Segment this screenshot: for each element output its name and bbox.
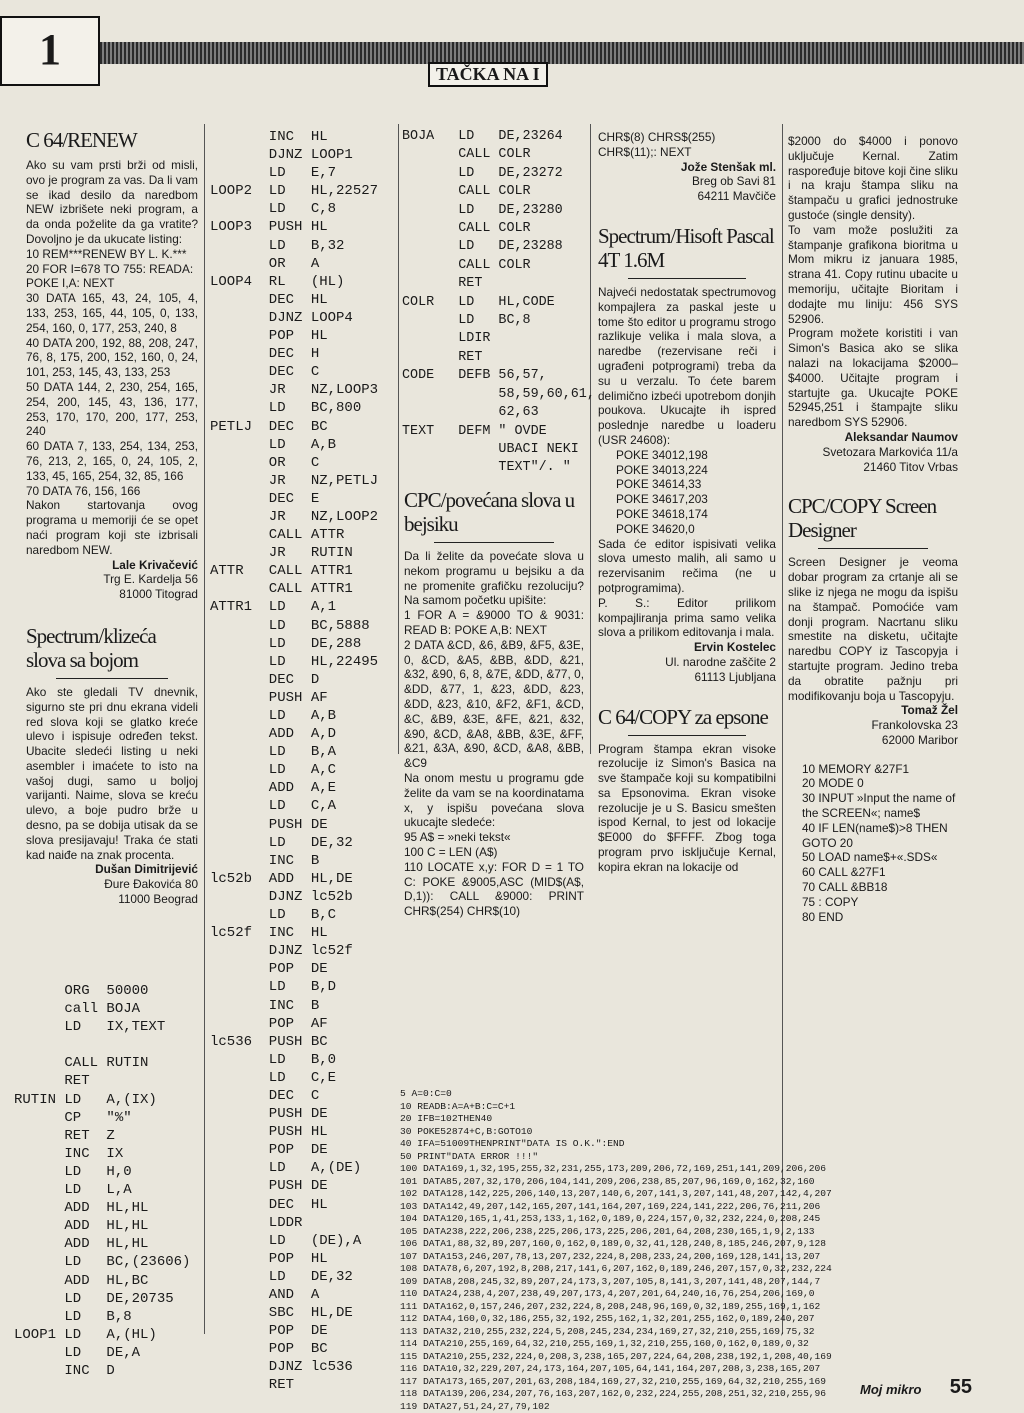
article-text: Ako su vam prsti brži od misli, ovo je program za vas. Da li vam se ikad desilo da naredbom NEW izbrišete neki program, a da onda poželite da ga vratite? Dovoljno je da ukucate listing: — [26, 158, 198, 246]
code-line: CHR$(8) CHRS$(255) — [598, 130, 716, 144]
article-title: C 64/COPY za epsone — [598, 704, 768, 729]
author-address: Ul. narodne zaščite 2 — [665, 654, 776, 669]
code-line: 20 FOR I=678 TO 755: READA: POKE I,A: NEXT — [26, 261, 194, 291]
code-line: 60 DATA 7, 133, 254, 134, 253, 76, 213, 2, 165, 0, 24, 105, 2, 133, 45, 165, 254, 32, 85, 166 — [26, 439, 198, 483]
code-line: 20 MODE 0 — [802, 776, 864, 791]
code-line: 50 DATA 144, 2, 230, 254, 165, 254, 200, 145, 43, 136, 177, 253, 170, 170, 200, 177, 253, 240 — [26, 379, 198, 439]
code-line: 40 IF LEN(name$)>8 THEN GOTO 20 — [802, 820, 948, 850]
code-line: 95 A$ = »neki tekst« — [404, 830, 511, 845]
code-line: 60 CALL &27F1 — [802, 865, 886, 880]
article-title: C 64/RENEW — [26, 128, 137, 152]
article-text: Ako ste gledali TV dnevnik, sigurno ste pri dnu ekrana videli red slova koji se glatko kreće ulevo i ispisuje određen tekst. Ubacite sledeći listing u neki asembler i imaćete to isto na vašoj dugi, samo u boljoj varijanti. Naime, slova se kreću ulevo, a boje pudro brže u desno, pa se dobija utisak da se slova presijavaju! Traka će stati kad naiđe na znak procenta. — [26, 684, 198, 862]
basic-printout-listing: 5 A=0:C=0 10 READB:A=A+B:C=C+1 20 IFB=102THEN40 30 POKE52874+C,B:GOTO10 40 IFA=51009THENPRINT"DATA IS O.K.":END 50 PRINT"DATA ERROR !!!" 100 DATA169,1,32,195,255,32,231,255,173,209,206,72,169,251,141,209,206,206 101 DATA85,207,32,170,206,104,141,209,206,238,85,207,96,169,0,162,32,160 102 DATA128,142,225,206,140,13,207,140,6,207,141,3,207,141,48,207,142,4,207 103 DATA142,49,207,142,165,207,141,164,207,169,224,141,222,206,76,211,206 104 DATA120,165,1,41,253,133,1,162,0,189,0,224,157,0,32,232,224,0,208,245 105 DATA238,222,206,238,225,206,173,225,206,201,64,208,230,165,1,9,2,133 106 DATA1,88,32,89,207,160,0,162,0,189,0,32,41,128,240,8,185,246,207,9,128 107 DATA153,246,207,78,13,207,232,224,8,208,233,24,200,169,128,141,13,207 108 DATA78,6,207,192,8,208,217,141,6,207,162,0,189,246,207,157,0,32,232,224 109 DATA8,208,245,32,89,207,24,173,3,207,105,8,141,3,207,141,48,207,144,7 110 DATA24,238,4,207,238,49,207,173,4,207,201,64,240,16,76,254,206,169,0 111 DATA162,0,157,246,207,232,224,8,208,248,96,169,0,32,189,255,169,1,162 112 DATA4,160,0,32,186,255,32,192,255,162,1,32,201,255,162,0,189,240,207 113 DATA32,210,255,232,224,5,208,245,234,234,169,27,32,210,255,169,75,32 114 DATA210,255,169,64,32,210,255,169,1,32,210,255,160,0,162,0,189,0,32 115 DATA210,255,232,224,0,208,3,238,165,207,224,64,208,238,192,1,208,40,169 116 DATA10,32,229,207,24,173,164,207,105,64,141,164,207,208,3,238,165,207 117 DATA173,165,207,201,63,208,184,169,27,32,210,255,169,64,32,210,255,169 118 DATA139,206,234,207,76,163,207,162,0,232,224,255,208,251,32,210,255,96 119 DATA27,51,24,27,79,102 — [400, 1088, 832, 1412]
code-line: 110 LOCATE x,y: FOR D = 1 TO C: POKE &9005,ASC (MID$(A$, D,1)): CALL &9000: PRINT CHR$(254) CHR$(10) — [404, 859, 584, 919]
author-name: Dušan Dimitrijević — [95, 862, 198, 877]
author-city: 21460 Titov Vrbas — [863, 459, 958, 474]
code-line: 70 CALL &BB18 — [802, 880, 888, 895]
code-line: 80 END — [802, 909, 844, 924]
author-city: 61113 Ljubljana — [694, 669, 776, 684]
code-line: POKE 34012,198 — [616, 447, 708, 462]
article-text: $2000 do $4000 i ponovo uključuje Kernal. Zatim raspoređuje bitove koji čine sliku i na kraju štampa sliku na štampaču u grafici jednostruke gustoće (single density). — [788, 134, 958, 222]
author-name: Lale Krivačević — [112, 557, 198, 572]
code-line: 10 MEMORY &27F1 — [802, 761, 910, 776]
footer — [860, 1378, 972, 1400]
article-text: Nakon startovanja ovog programa u memoriji će se opet naći program koji ste izbrisali naredbom NEW. — [26, 498, 198, 557]
article-text: Sada će editor ispisivati velika slova umesto malih, ali samo u rezervisanim rečima (ne u potprogramima). — [598, 536, 776, 595]
column-divider — [398, 124, 399, 754]
article-text: Program možete koristiti i van Simon's Basica ako se slika nalazi na lokacijama $2000–$4000. Učitajte program i startujte ga. Ukucajte POKE 52945,251 i štampajte sliku naredbom SYS 52906. — [788, 326, 958, 430]
code-line: POKE 34618,174 — [616, 506, 708, 521]
author-name: Jože Stenšak ml. — [680, 159, 776, 174]
author-address: Frankolovska 23 — [871, 718, 958, 733]
title-rule — [434, 542, 554, 543]
author-city: 81000 Titograd — [119, 587, 198, 602]
assembler-listing-main: INC HL DJNZ LOOP1 LD E,7 LOOP2 LD HL,22527 LD C,8 LOOP3 PUSH HL LD B,32 OR A LOOP4 RL (HL) DEC HL DJNZ LOOP4 POP HL DEC H DEC C JR NZ,LOOP3 LD BC,800 PETLJ DEC BC LD A,B OR C JR NZ,PETLJ DEC E JR NZ,LOOP2 CALL ATTR JR RUTIN ATTR CALL ATTR1 CALL ATTR1 ATTR1 LD A,1 LD BC,5888 LD DE,288 LD HL,22495 DEC D PUSH AF LD A,B ADD A,D LD B,A LD A,C ADD A,E LD C,A PUSH DE LD DE,32 INC B lc52b ADD HL,DE DJNZ lc52b LD B,C lc52f INC HL DJNZ lc52f POP DE LD B,D INC B POP AF lc536 PUSH BC LD B,0 LD C,E DEC C PUSH DE PUSH HL POP DE LD A,(DE) PUSH DE DEC HL LDDR LD (DE),A POP HL LD DE,32 AND A SBC HL,DE POP DE POP BC DJNZ lc536 RET — [210, 129, 379, 1394]
author-city: 62000 Maribor — [881, 732, 958, 747]
code-line: 50 LOAD name$+«.SDS« — [802, 850, 938, 865]
column-1 — [26, 128, 198, 907]
header-banner — [0, 42, 1024, 64]
code-line: CHR$(11);: NEXT — [598, 144, 692, 159]
article-title: CPC/povećana slova u bejsiku — [404, 488, 575, 536]
author-address: Breg ob Savi 81 — [692, 174, 776, 189]
author-city: 11000 Beograd — [118, 892, 198, 907]
author-address: Svetozara Markovića 11/a — [822, 444, 958, 459]
article-text: Da li želite da povećate slova u nekom programu u bejsiku a da ne promenite grafičku rezoluciju? Na samom početku upišite: — [404, 549, 584, 608]
assembler-listing-color: BOJA LD DE,23264 CALL COLR LD DE,23272 CALL COLR LD DE,23280 CALL COLR LD DE,23288 CALL COLR RET COLR LD HL,CODE LD BC,8 LDIR RET CODE DEFB 56,57, 58,59,60,61, 62,63 TEXT DEFM " OVDE UBACI NEKI TEXT"/. " — [402, 129, 595, 476]
code-line: 100 C = LEN (A$) — [404, 844, 498, 859]
author-address: Trg E. Kardelja 56 — [103, 572, 198, 587]
code-line: POKE 34614,33 — [616, 477, 702, 492]
author-name: Ervin Kostelec — [694, 640, 776, 655]
code-line: 30 INPUT »Input the name of the SCREEN«; name$ — [802, 791, 956, 821]
column-5 — [788, 134, 958, 924]
column-divider — [204, 124, 205, 1334]
code-line: 1 FOR A = &9000 TO & 9031: READ B: POKE A,B: NEXT — [404, 608, 584, 637]
assembler-listing-start: ORG 50000 call BOJA LD IX,TEXT CALL RUTIN RET RUTIN LD A,(IX) CP "%" RET Z INC IX LD H,0 LD L,A ADD HL,HL ADD HL,HL ADD HL,HL LD BC,(23606) ADD HL,BC LD DE,20735 LD B,8 LOOP1 LD A,(HL) LD DE,A INC D — [14, 983, 191, 1379]
article-title: CPC/COPY Screen Designer — [788, 494, 937, 543]
title-rule — [56, 678, 168, 679]
page-number: 55 — [949, 1376, 972, 1398]
article-text: Program štampa ekran visoke rezolucije iz Simon's Basica na sve štampače koji su kompatibilni sa Epsonovima. Ekran visoke rezolucije je u S. Basicu smešten ispod Kernal, to jest od lokacije $E000 do $FFFF. Zbog toga program prvo isključuje Kernal, kopira ekran na lokacije od — [598, 741, 776, 874]
article-title: Spectrum/klizeća slova sa bojom — [26, 623, 156, 672]
title-rule — [628, 278, 746, 279]
author-name: Tomaž Žel — [901, 703, 958, 718]
section-title: TAČKA NA I — [428, 62, 548, 87]
author-address: Đure Đakovića 80 — [104, 877, 198, 892]
article-text: Screen Designer je veoma dobar program za crtanje ali se slike iz njega ne mogu da ispišu na štampač. Pomoćiće vam donji program. Nacrtanu sliku smestite na disketu, učitajte naredbu COPY iz Tascopyja i startujte program. Jedino treba da obratite pažnju pri modifikovanju boja u Tascopyju. — [788, 555, 958, 703]
code-line: 10 REM***RENEW BY L. K.*** — [26, 246, 187, 261]
column-3 — [404, 488, 584, 919]
column-4 — [598, 130, 776, 875]
author-city: 64211 Mavčiče — [697, 189, 776, 204]
code-line: POKE 34617,203 — [616, 492, 708, 507]
code-line: POKE 34013,224 — [616, 462, 708, 477]
article-text: Najveći nedostatak spectrumovog kompajlera za paskal jeste u tome što editor u programu strogo razlikuje velika i mala slova, a naredbe (rezervisane reči i ugrađeni potprogrami) treba da su u verzalu. To ćete barem delimično izbeći upotrebom donjih poukova. Ukucajte ih ispred poslednje naredbe u loaderu (USR 24608): — [598, 284, 776, 447]
article-text: Na onom mestu u programu gde želite da vam se na koordinatama x, y ispišu povećana slova ukucajte sledeće: — [404, 770, 584, 830]
author-name: Aleksandar Naumov — [844, 429, 958, 444]
code-line: 75 : COPY — [802, 894, 859, 909]
code-line: POKE 34620,0 — [616, 521, 695, 536]
code-line: 2 DATA &CD, &6, &B9, &F5, &3E, 0, &CD, &A5, &BB, &DD, &21, &32, &90, 6, 8, &7E, &DD, &77, 0, &DD, &77, 1, &23, &DD, &23, &DD, &23, &10, &F2, &F1, &CD, &C, &B9, &3E, &FE, &21, &32, &90, &CD, &A8, &BB, &3E, &FF, &21, &3A, &90, &CD, &A8, &BB, &C9 — [404, 637, 584, 771]
code-line: 30 DATA 165, 43, 24, 105, 4, 133, 253, 165, 44, 105, 0, 133, 254, 160, 0, 177, 253, 240, 8 — [26, 291, 198, 335]
article-text: To vam može poslužiti za štampanje grafikona bioritma u Mom mikru iz januara 1985, strana 41. Copy rutinu ubacite u memoriju, učitajte Bioritam i dodajte mu liniju: 456 SYS 52906. — [788, 222, 958, 326]
article-text: P. S.: Editor prilikom kompajliranja prima samo velika slova a prilikom editovanja i mala. — [598, 595, 776, 640]
code-line: 70 DATA 76, 156, 166 — [26, 483, 141, 498]
title-rule — [818, 548, 928, 549]
title-rule — [628, 735, 746, 736]
code-line: 40 DATA 200, 192, 88, 208, 247, 76, 8, 175, 200, 152, 160, 0, 24, 101, 253, 145, 43, 133, 253 — [26, 335, 198, 380]
article-title: Spectrum/Hisoft Pascal 4T 1.6M — [598, 223, 774, 272]
magazine-name: Moj mikro — [860, 1382, 922, 1397]
magazine-logo: 1 — [0, 16, 100, 86]
